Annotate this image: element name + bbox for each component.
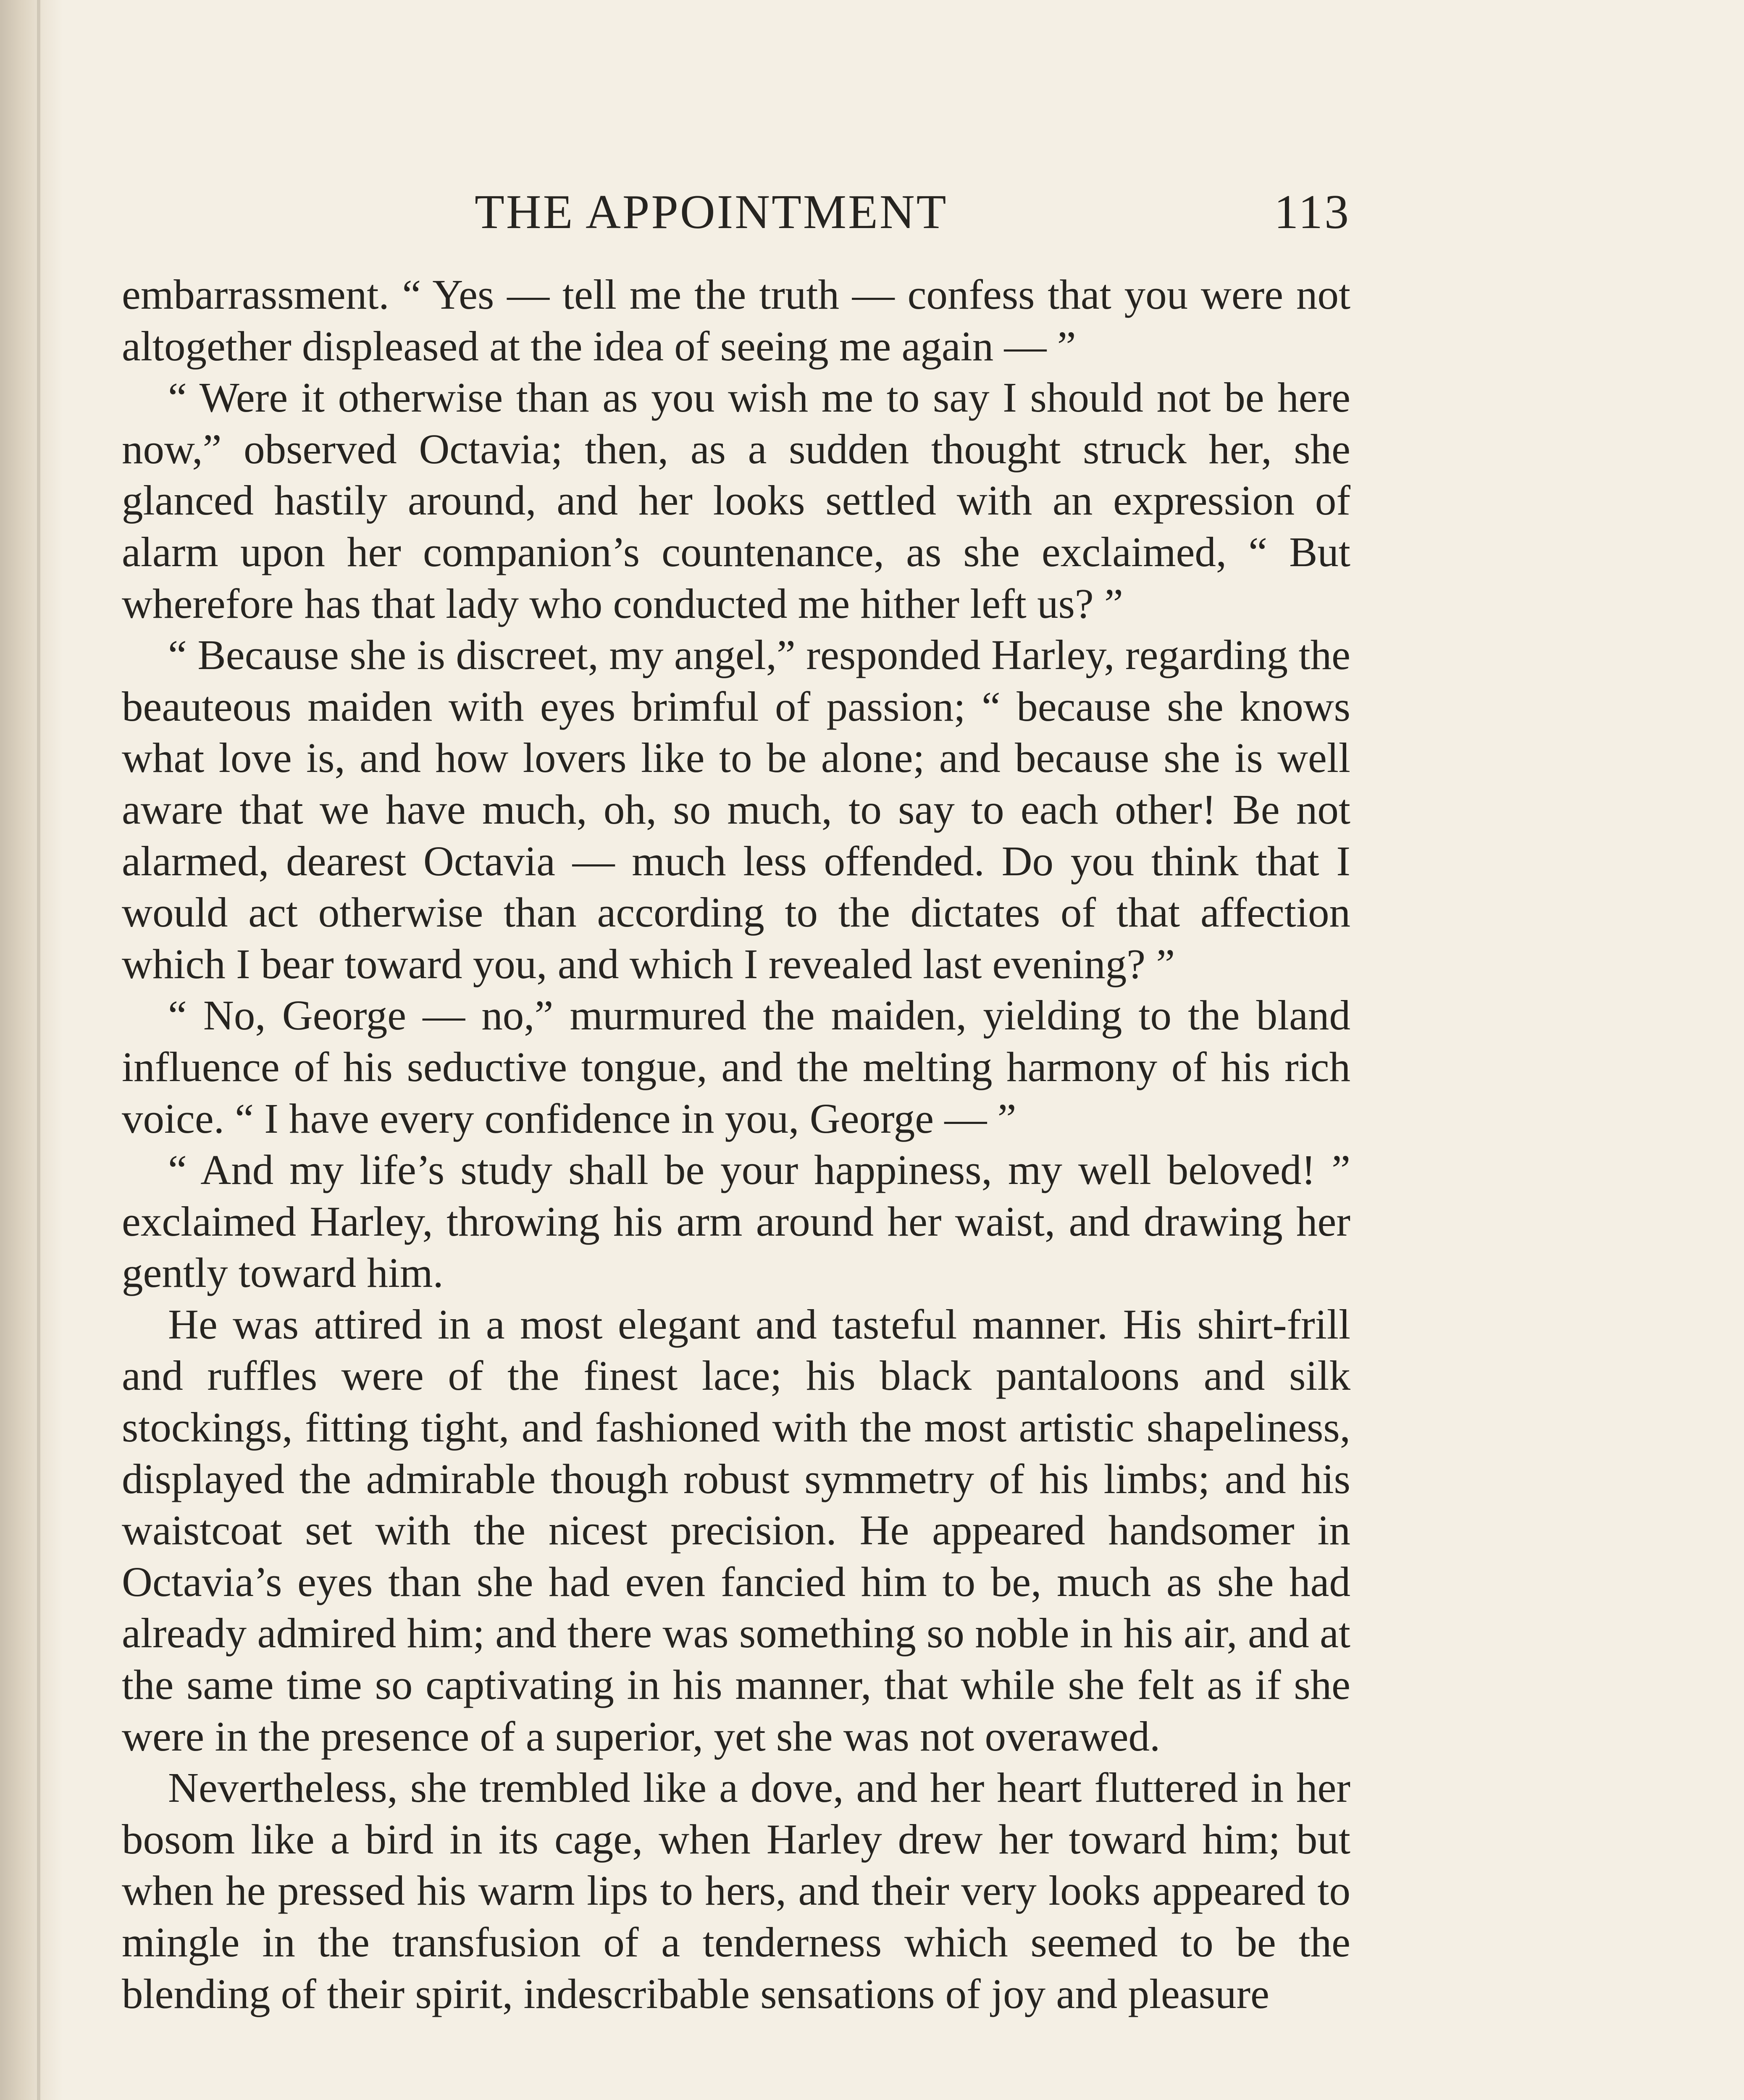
chapter-title: THE APPOINTMENT <box>475 185 948 239</box>
paragraph: He was attired in a most elegant and tasteful manner. His shirt-frill and ruffles were of the finest lace; his black pantaloons and silk stockings, fitting tight, and fashioned with the most artistic shapeliness, displayed the admirable though robust symmetry of his limbs; and his waistcoat set with the nicest precision. He appeared handsomer in Octavia’s eyes than she had even fancied him to be, much as she had already admired him; and there was something so noble in his air, and at the same time so captivating in his manner, that while she felt as if she were in the presence of a superior, yet she was not overawed. <box>122 1300 1350 1760</box>
page-number: 113 <box>1274 185 1350 239</box>
paragraph: “ No, George — no,” murmured the maiden, yielding to the bland influence of his seductive tongue, and the melting harmony of his rich voice. “ I have every confidence in you, George — ” <box>122 992 1350 1142</box>
paragraph-continued: embarrassment. “ Yes — tell me the truth — confess that you were not altogether displeased at the idea of seeing me again — ” <box>122 271 1350 370</box>
paragraph: “ Were it otherwise than as you wish me to say I should not be here now,” observed Octavia; then, as a sudden thought struck her, she glanced hastily around, and her looks settled with an expression of alarm upon her companion’s countenance, as she exclaimed, “ But wherefore has that lady who conducted me hither left us? ” <box>122 374 1350 627</box>
body-text <box>122 269 1350 2019</box>
binding-edge <box>37 0 40 2100</box>
paragraph: “ Because she is discreet, my angel,” responded Harley, regarding the beauteous maiden with eyes brimful of passion; “ because she knows what love is, and how lovers like to be alone; and because she is well aware that we have much, oh, so much, to say to each other! Be not alarmed, dearest Octavia — much less offended. Do you think that I would act otherwise than according to the dictates of that affection which I bear toward you, and which I revealed last evening? ” <box>122 631 1350 987</box>
book-page <box>122 181 1350 2019</box>
paragraph: Nevertheless, she trembled like a dove, and her heart fluttered in her bosom like a bird in its cage, when Harley drew her toward him; but when he pressed his warm lips to hers, and their very looks appeared to mingle in the transfusion of a tenderness which seemed to be the blending of their spirit, indescribable sensations of joy and pleasure <box>122 1764 1350 2017</box>
running-head <box>122 181 1350 244</box>
page-gutter-shadow <box>0 0 63 2100</box>
paragraph: “ And my life’s study shall be your happiness, my well beloved! ” exclaimed Harley, throwing his arm around her waist, and drawing her gently toward him. <box>122 1146 1350 1297</box>
